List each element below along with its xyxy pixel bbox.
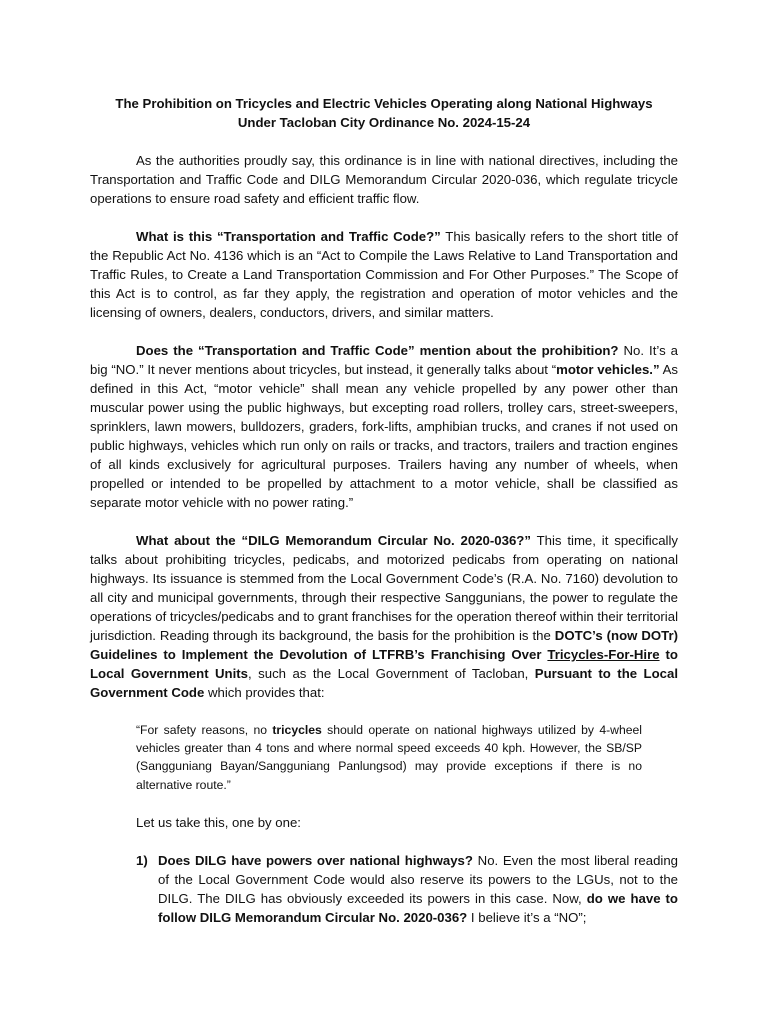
bold-term: motor vehicles.”: [556, 362, 660, 377]
document-page: [90, 94, 678, 927]
intro-paragraph: As the authorities proudly say, this ordinance is in line with national directives, including the Transportation and Traffic Code and DILG Memorandum Circular 2020-036, which regulate tricycle operations to ensure road safety and efficient traffic flow.: [90, 153, 678, 206]
section-text: This basically refers to the short title of the Republic Act No. 4136 which is an “Act to Compile the Laws Relative to Land Transportation and Traffic Rules, to Create a Land Transportation Commission and For Other Purposes.” The Scope of this Act is to control, as far they apply, the registration and operation of motor vehicles and the licensing of owners, dealers, conductors, drivers, and similar matters.: [90, 229, 678, 320]
bold-guidelines: DOTC’s (now DOTr) Guidelines to Implement the Devolution of LTFRB’s Franchising Over: [90, 628, 678, 662]
section-question: Does the “Transportation and Traffic Code” mention about the prohibition?: [136, 343, 619, 358]
section-text: As defined in this Act, “motor vehicle” shall mean any vehicle propelled by any power other than muscular power using the public highways, but excepting road rollers, trolley cars, street-sweepers, sprinklers, lawn mowers, bulldozers, graders, fork-lifts, amphibian trucks, and cranes if not used on public highways, vehicles which run only on rails or tracks, and tractors, trailers and traction engines of all kinds exclusively for agricultural purposes. Trailers having any number of wheels, when propelled or intended to be propelled by attachment to a motor vehicle, shall be classified as separate motor vehicle with no power rating.”: [90, 362, 678, 510]
bold-underline-term: Tricycles-For-Hire: [547, 647, 660, 662]
bold-guidelines-end: to Local Government Units: [90, 647, 678, 681]
list-item-bold: do we have to follow DILG Memorandum Circular No. 2020-036?: [158, 890, 678, 925]
list-item-text: I believe it’s a “NO”;: [467, 909, 587, 925]
list-item-question: Does DILG have powers over national highways?: [158, 852, 473, 868]
section-text: which provides that:: [204, 685, 325, 700]
document-title: [90, 94, 678, 132]
title-line-2: Under Tacloban City Ordinance No. 2024-15-24: [237, 115, 531, 130]
list-item: [90, 851, 678, 927]
section-question: What about the “DILG Memorandum Circular No. 2020-036?”: [136, 533, 531, 548]
transition-paragraph: Let us take this, one by one:: [136, 814, 301, 830]
section-transportation-code: [90, 227, 678, 322]
section-prohibition-mention: [90, 341, 678, 512]
list-item-text: No. Even the most liberal reading of the Local Government Code would also reserve its powers to the LGUs, not to the DILG. The DILG has obviously exceeded its powers in this case. Now,: [158, 852, 679, 906]
section-text: This time, it specifically talks about prohibiting tricycles, pedicabs, and motorized pedicabs from operating on national highways. Its issuance is stemmed from the Local Government Code’s (R.A. No. 7160) devolution to all city and municipal governments, through their respective Sanggunians, the power to regulate the operations of tricycles/pedicabs and to grant franchises for the operation thereof within their territorial jurisdiction. Reading through its background, the basis for the prohibition is the: [90, 533, 678, 643]
section-text: No. It’s a big “NO.” It never mentions about tricycles, but instead, it generally talks about “: [90, 343, 679, 377]
section-question: What is this “Transportation and Traffic Code?”: [136, 229, 441, 244]
section-dilg-circular: [90, 531, 678, 702]
section-text: , such as the Local Government of Tacloban,: [248, 666, 535, 681]
bold-local-code: Pursuant to the Local Government Code: [90, 666, 678, 700]
quote-bold-term: tricycles: [272, 723, 322, 737]
title-line-1: The Prohibition on Tricycles and Electric Vehicles Operating along National Highways: [115, 96, 653, 111]
block-quote: “For safety reasons, no tricycles should operate on national highways utilized by 4-wheel vehicles greater than 4 tons and where normal speed exceeds 40 kph. However, the SB/SP (Sangguniang Bayan/Sangguniang Panlungsod) may provide exceptions if there is no alternative route.”: [136, 723, 643, 792]
numbered-list: [90, 851, 678, 927]
list-item-number: 1): [136, 852, 148, 868]
